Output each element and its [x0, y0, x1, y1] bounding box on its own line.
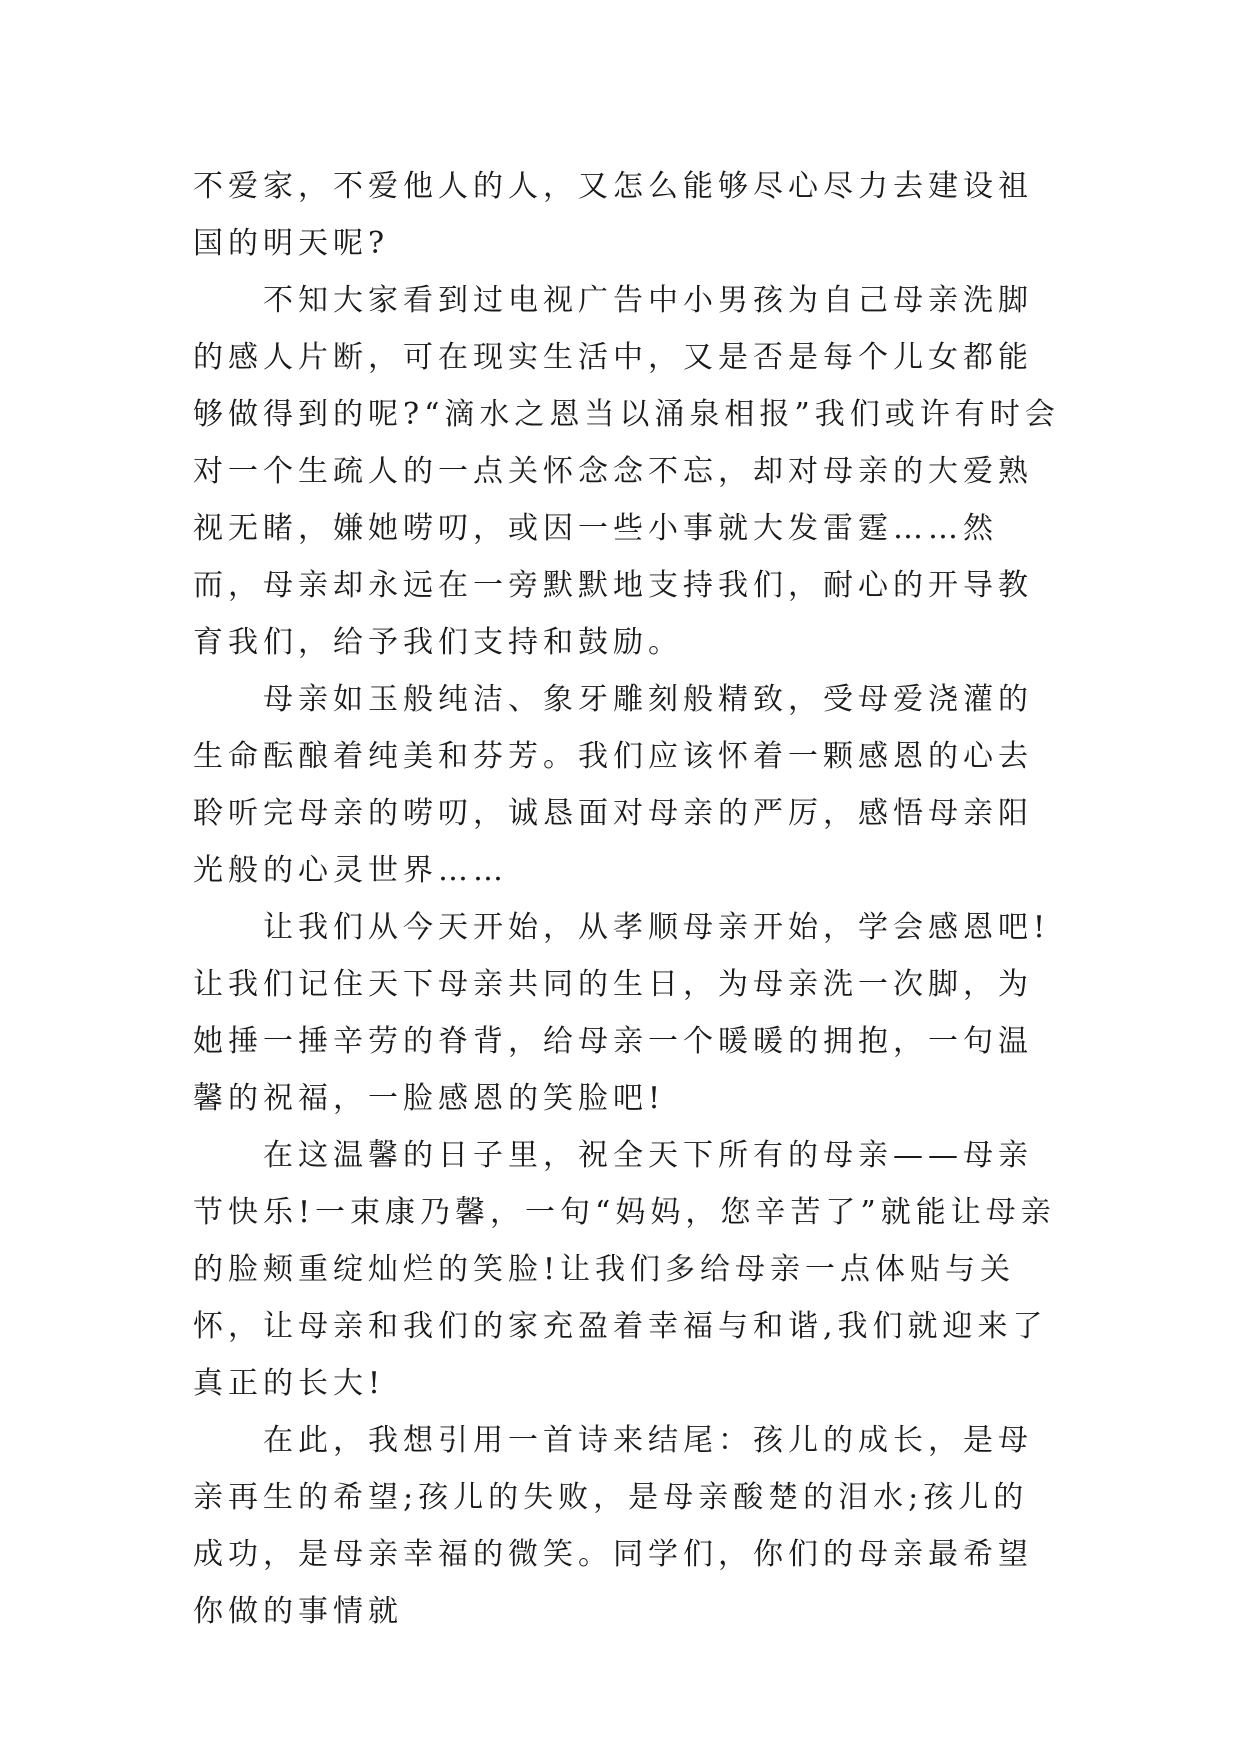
paragraph-2: 不知大家看到过电视广告中小男孩为自己母亲洗脚的感人片断，可在现实生活中，又是否是每个儿女都能够做得到的呢?“滴水之恩当以涌泉相报”我们或许有时会对一个生疏人的一点关怀念念不忘，却对母亲的大爱熟视无睹，嫌她唠叨，或因一些小事就大发雷霆……然而，母亲却永远在一旁默默地支持我们，耐心的开导教育我们，给予我们支持和鼓励。 [193, 283, 1060, 660]
paragraph-6: 在此，我想引用一首诗来结尾：孩儿的成长，是母亲再生的希望;孩儿的失败，是母亲酸楚的泪水;孩儿的成功，是母亲幸福的微笑。同学们，你们的母亲最希望你做的事情就 [193, 1423, 1033, 1629]
document-body [193, 158, 1063, 1640]
paragraph-4: 让我们从今天开始，从孝顺母亲开始，学会感恩吧!让我们记住天下母亲共同的生日，为母亲洗一次脚，为她捶一捶辛劳的脊背，给母亲一个暖暖的拥抱，一句温馨的祝福，一脸感恩的笑脸吧! [193, 910, 1051, 1116]
paragraph-3: 母亲如玉般纯洁、象牙雕刻般精致，受母爱浇灌的生命酝酿着纯美和芬芳。我们应该怀着一颗感恩的心去聆听完母亲的唠叨，诚恳面对母亲的严厉，感悟母亲阳光般的心灵世界…… [193, 682, 1033, 888]
paragraph-5: 在这温馨的日子里，祝全天下所有的母亲——母亲节快乐!一束康乃馨，一句“妈妈，您辛苦了”就能让母亲的脸颊重绽灿烂的笑脸!让我们多给母亲一点体贴与关怀，让母亲和我们的家充盈着幸福与和谐,我们就迎来了真正的长大! [193, 1138, 1056, 1401]
paragraph-1: 不爱家，不爱他人的人，又怎么能够尽心尽力去建设祖国的明天呢? [193, 169, 1033, 261]
